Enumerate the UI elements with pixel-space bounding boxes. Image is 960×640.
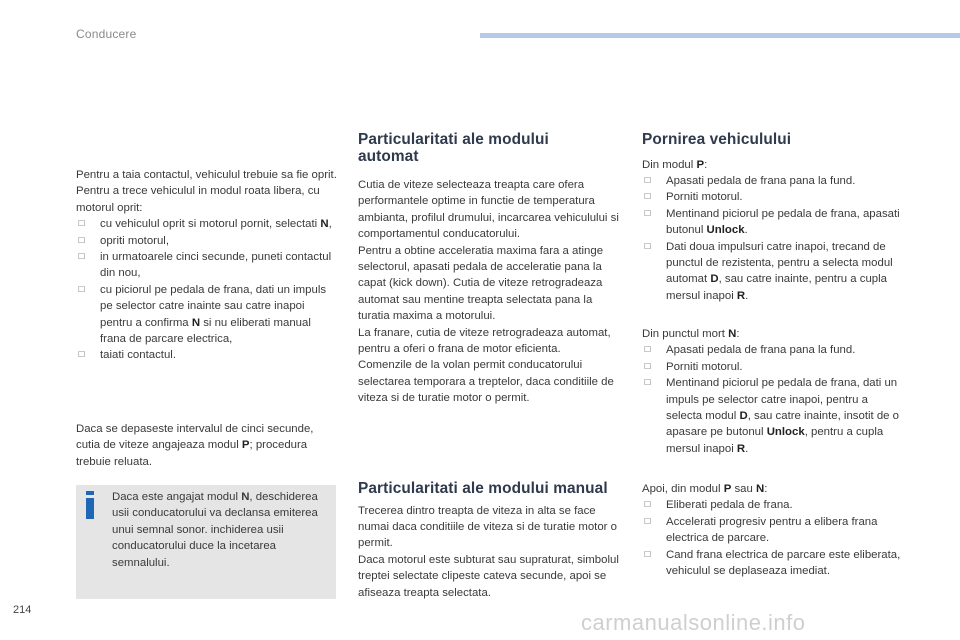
list-item: ☐ Apasati pedala de frana pana la fund. — [642, 173, 904, 189]
start-from-p-list — [642, 173, 904, 304]
left-column — [76, 167, 338, 364]
right-column — [642, 132, 904, 304]
drive-off-list — [642, 497, 904, 579]
list-item: ☐ Porniti motorul. — [642, 189, 904, 205]
group-lead: Din modul P: — [642, 158, 708, 171]
left-note — [76, 421, 338, 470]
paragraph: La franare, cutia de viteze retrogradeaza automat, pentru a oferi o frana de motor eficienta. — [358, 326, 611, 356]
heading-manual-mode: Particularitati ale modului manual — [358, 480, 608, 497]
middle-column-manual — [358, 481, 620, 601]
group-lead: Din punctul mort N: — [642, 328, 740, 340]
list-item: ☐ Mentinand piciorul pe pedala de frana, apasati butonul Unlock. — [642, 206, 904, 239]
page-number: 214 — [13, 604, 32, 616]
list-item: ☐ Dati doua impulsuri catre inapoi, trecand de punctul de rezistenta, pentru a selecta modul automat D, sau catre inainte, pentru a cupla mersul inapoi R. — [642, 239, 904, 305]
heading-automatic-mode: Particularitati ale modului automat — [358, 131, 549, 165]
procedure-list — [76, 216, 338, 364]
middle-column-automatic — [358, 132, 620, 407]
paragraph: Cutia de viteze selecteaza treapta care ofera performantele optime in functie de temperatura ambianta, profilul drumului, incarcarea vehiculului si comportamentul conducatorului. — [358, 179, 619, 241]
list-item: ☐ in urmatoarele cinci secunde, puneti contactul din nou, — [76, 249, 338, 282]
paragraph: Trecerea dintro treapta de viteza in alta se face numai daca conditiile de viteza si de turatie motor o permit. — [358, 504, 617, 550]
section-title: Conducere — [76, 27, 137, 41]
info-text: Daca este angajat modul N, deschiderea usii conducatorului va declansa emiterea unui semnal sonor. inchiderea usii conducatorului duce la incetarea semnalului. — [112, 491, 318, 569]
list-item: ☐ Eliberati pedala de frana. — [642, 497, 904, 513]
paragraph: Pentru a taia contactul, vehiculul trebuie sa fie oprit. — [76, 169, 337, 181]
paragraph: Pentru a obtine acceleratia maxima fara a atinge selectorul, apasati pedala de acceleratie pana la capat (kick down). Cutia de viteze retrogradeaza automat sau mentine treapta selectata pana la turatia maxima a motorului. — [358, 244, 604, 323]
group-lead: Apoi, din modul P sau N: — [642, 483, 768, 495]
list-item: ☐ Accelerati progresiv pentru a elibera frana electrica de parcare. — [642, 514, 904, 547]
header-accent-bar — [480, 33, 960, 38]
paragraph: Daca motorul este subturat sau supraturat, simbolul treptei selectate clipeste cateva secunde, apoi se afiseaza treapta selectata. — [358, 553, 619, 599]
list-item: ☐ taiati contactul. — [76, 347, 338, 363]
right-column-drive-off — [642, 481, 904, 579]
list-item: ☐ cu vehiculul oprit si motorul pornit, selectati N, — [76, 216, 338, 232]
list-item: ☐ cu piciorul pe pedala de frana, dati un impuls pe selector catre inainte sau catre inapoi pentru a confirma N si nu eliberati manual frana de parcare electrica, — [76, 282, 338, 348]
info-box — [76, 485, 336, 599]
list-item: ☐ Cand frana electrica de parcare este eliberata, vehiculul se deplaseaza imediat. — [642, 547, 904, 580]
watermark: carmanualsonline.info — [581, 610, 806, 635]
heading-vehicle-start: Pornirea vehiculului — [642, 131, 792, 148]
list-item: ☐ Apasati pedala de frana pana la fund. — [642, 342, 904, 358]
list-item: ☐ opriti motorul, — [76, 233, 338, 249]
right-column-neutral — [642, 326, 904, 457]
paragraph: Daca se depaseste intervalul de cinci secunde, cutia de viteze angajeaza modul P; procedura trebuie reluata. — [76, 423, 314, 468]
start-from-n-list — [642, 342, 904, 457]
paragraph: Pentru a trece vehiculul in modul roata libera, cu motorul oprit: — [76, 185, 320, 214]
list-item: ☐ Mentinand piciorul pe pedala de frana, dati un impuls pe selector catre inapoi, pentru a selecta modul D, sau catre inainte, insotit de o apasare pe butonul Unlock, pentru a cupla mersul inapoi R. — [642, 375, 904, 457]
list-item: ☐ Porniti motorul. — [642, 359, 904, 375]
paragraph: Comenzile de la volan permit conducatorului selectarea temporara a treptelor, daca conditiile de viteza si de turatie motor o permit. — [358, 359, 614, 405]
